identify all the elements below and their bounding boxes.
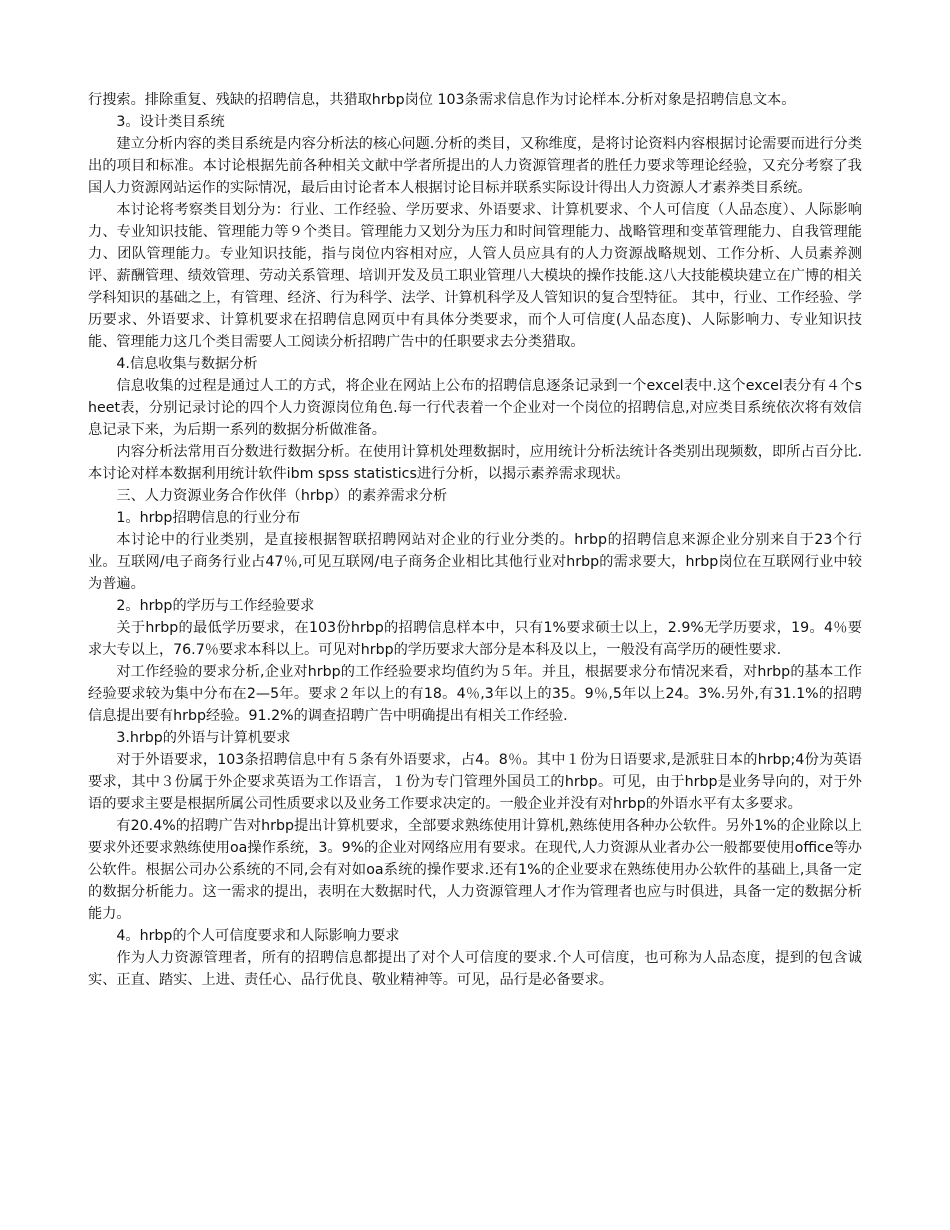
paragraph-experience-requirements: 对工作经验的要求分析,企业对hrbp的工作经验要求均值约为５年。并且，根据要求分布情况来看，对hrbp的基本工作经验要求较为集中分布在2—5年。要求２年以上的有18。4％,3年以上的35。9％,5年以上24。3%.另外,有31.1%的招聘信息提出要有hrbp经验。91.2%的调查招聘广告中明确提出有相关工作经验. xyxy=(88,664,862,724)
paragraph-computer-requirements: 有20.4%的招聘广告对hrbp提出计算机要求，全部要求熟练使用计算机,熟练使用各种办公软件。另外1%的企业除以上要求外还要求熟练使用oa操作系统，3。9%的企业对网络应用有要求。在现代,人力资源从业者办公一般都要使用office等办公软件。根据公司办公系统的不同,会有对如oa系统的操作要求.还有1%的企业要求在熟练使用办公软件的基础上,具备一定的数据分析能力。这一需求的提出，表明在大数据时代，人力资源管理人才作为管理者也应与时俱进，具备一定的数据分析能力。 xyxy=(88,818,862,922)
paragraph-credibility: 作为人力资源管理者，所有的招聘信息都提出了对个人可信度的要求.个人可信度，也可称为人品态度，提到的包含诚实、正直、踏实、上进、责任心、品行优良、敬业精神等。可见，品行是必备要求。 xyxy=(88,950,862,988)
heading-data-collection: 4.信息收集与数据分析 xyxy=(116,356,258,372)
paragraph-category-core: 建立分析内容的类目系统是内容分析法的核心问题.分析的类目，又称维度，是将讨论资料内容根据讨论需要而进行分类出的项目和标准。本讨论根据先前各种相关文献中学者所提出的人力资源管理者的胜任力要求等理论经验，又充分考察了我国人力资源网站运作的实际情况，最后由讨论者本人根据讨论目标并联系实际设计得出人力资源人才素养类目系统。 xyxy=(88,136,862,196)
paragraph-industry-distribution: 本讨论中的行业类别，是直接根据智联招聘网站对企业的行业分类的。hrbp的招聘信息来源企业分别来自于23个行业。互联网/电子商务行业占47％,可见互联网/电子商务企业相比其他行业对hrbp的需求要大，hrbp岗位在互联网行业中较为普遍。 xyxy=(88,532,862,592)
heading-hrbp-section: 三、人力资源业务合作伙伴（hrbp）的素养需求分析 xyxy=(116,488,448,504)
paragraph-education-requirements: 关于hrbp的最低学历要求，在103份hrbp的招聘信息样本中，只有1%要求硕士以上，2.9%无学历要求，19。4％要求大专以上，76.7％要求本科以上。可见对hrbp的学历要求大部分是本科及以上，一般没有高学历的硬性要求. xyxy=(88,620,862,658)
heading-category-system: 3。设计类目系统 xyxy=(116,114,225,130)
paragraph-language-requirements: 对于外语要求，103条招聘信息中有５条有外语要求，占4。8％。其中１份为日语要求,是派驻日本的hrbp;4份为英语要求，其中３份属于外企要求英语为工作语言，１份为专门管理外国员工的hrbp。可见，由于hrbp是业务导向的，对于外语的要求主要是根据所属公司性质要求以及业务工作要求决定的。一般企业并没有对hrbp的外语水平有太多要求。 xyxy=(88,752,862,812)
heading-industry-distribution: 1。hrbp招聘信息的行业分布 xyxy=(116,510,301,526)
heading-language-computer: 3.hrbp的外语与计算机要求 xyxy=(116,730,291,746)
paragraph-category-division: 本讨论将考察类目划分为：行业、工作经验、学历要求、外语要求、计算机要求、个人可信度（人品态度）、人际影响力、专业知识技能、管理能力等９个类目。管理能力又划分为压力和时间管理能力、战略管理和变革管理能力、自我管理能力、团队管理能力。专业知识技能，指与岗位内容相对应，人管人员应具有的人力资源战略规划、工作分析、人员素养测评、薪酬管理、绩效管理、劳动关系管理、培训开发及员工职业管理八大模块的操作技能.这八大技能模块建立在广博的相关学科知识的基础之上，有管理、经济、行为科学、法学、计算机科学及人管知识的复合型特征。 其中，行业、工作经验、学历要求、外语要求、计算机要求在招聘信息网页中有具体分类要求，而个人可信度(人品态度)、人际影响力、专业知识技能、管理能力这几个类目需要人工阅读分析招聘广告中的任职要求去分类猎取。 xyxy=(88,202,862,350)
paragraph-sample-scope: 行搜索。排除重复、残缺的招聘信息，共猎取hrbp岗位 103条需求信息作为讨论样本.分析对象是招聘信息文本。 xyxy=(88,92,796,108)
heading-credibility-influence: 4。hrbp的个人可信度要求和人际影响力要求 xyxy=(116,928,400,944)
heading-education-experience: 2。hrbp的学历与工作经验要求 xyxy=(116,598,315,614)
paragraph-excel-process: 信息收集的过程是通过人工的方式，将企业在网站上公布的招聘信息逐条记录到一个excel表中.这个excel表分有４个sheet表，分别记录讨论的四个人力资源岗位角色.每一行代表着一个企业对一个岗位的招聘信息,对应类目系统依次将有效信息记录下来，为后期一系列的数据分析做准备。 xyxy=(88,378,862,438)
paragraph-spss-analysis: 内容分析法常用百分数进行数据分析。在使用计算机处理数据时，应用统计分析法统计各类别出现频数，即所占百分比.本讨论对样本数据利用统计软件ibm spss statistics进行分析，以揭示素养需求现状。 xyxy=(88,444,862,482)
